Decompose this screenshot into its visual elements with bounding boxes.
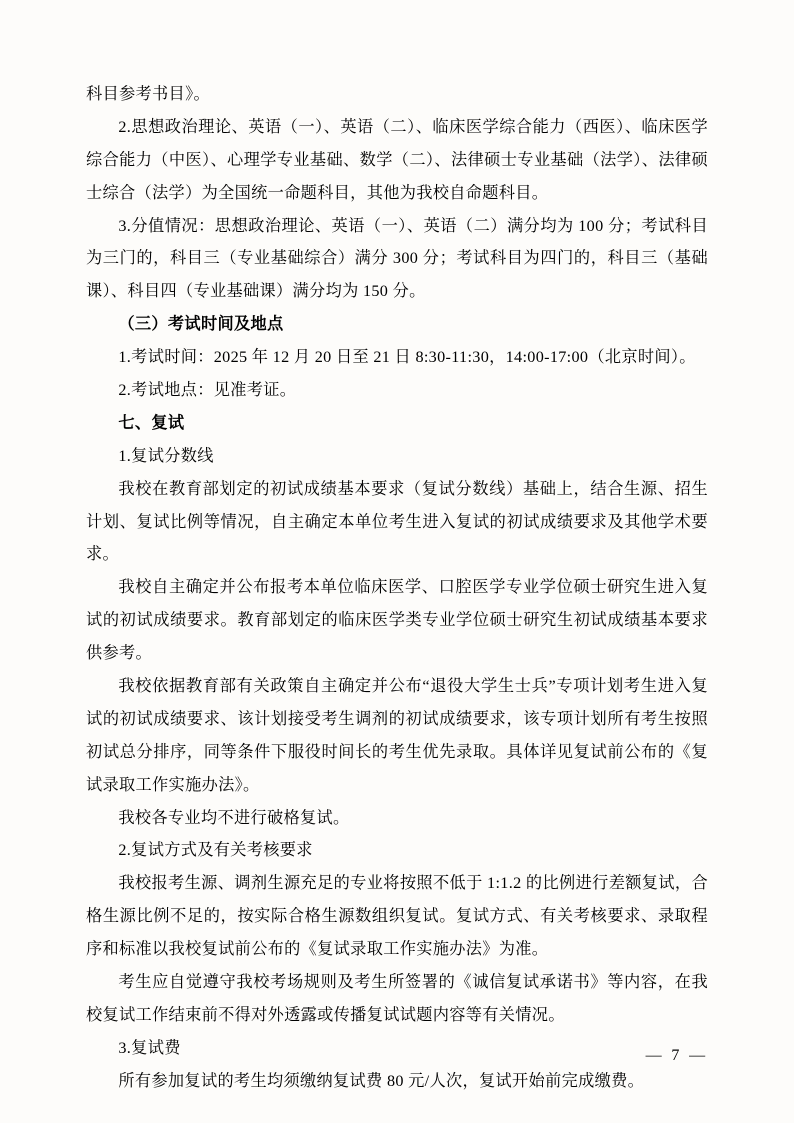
paragraph: 2.思想政治理论、英语（一）、英语（二）、临床医学综合能力（西医）、临床医学综合能力（中医）、心理学专业基础、数学（二）、法律硕士专业基础（法学）、法律硕士综合（法学）为全国统一命题科目，其他为我校自命题科目。: [86, 117, 708, 202]
paragraph: 我校报考生源、调剂生源充足的专业将按照不低于 1:1.2 的比例进行差额复试，合格生源比例不足的，按实际合格生源数组织复试。复试方式、有关考核要求、录取程序和标准以我校复试前公布的《复试录取工作实施办法》为准。: [86, 874, 708, 959]
paragraph: 3.分值情况：思想政治理论、英语（一）、英语（二）满分均为 100 分；考试科目为三门的，科目三（专业基础综合）满分 300 分；考试科目为四门的，科目三（基础课）、科目四（专业基础课）满分均为 150 分。: [86, 216, 708, 301]
paragraph: 科目参考书目》。: [86, 85, 210, 103]
paragraph: 2.复试方式及有关考核要求: [118, 841, 313, 860]
paragraph: 我校依据教育部有关政策自主确定并公布“退役大学生士兵”专项计划考生进入复试的初试成绩要求、该计划接受考生调剂的初试成绩要求，该专项计划所有考生按照初试总分排序，同等条件下服役时间长的考生优先录取。具体详见复试前公布的《复试录取工作实施办法》。: [86, 677, 708, 794]
paragraph: 2.考试地点：见准考证。: [118, 381, 297, 400]
document-body: [86, 78, 708, 1098]
section-heading: （三）考试时间及地点: [118, 315, 284, 334]
paragraph: 我校自主确定并公布报考本单位临床医学、口腔医学专业学位硕士研究生进入复试的初试成绩要求。教育部划定的临床医学类专业学位硕士研究生初试成绩基本要求供参考。: [86, 578, 708, 663]
paragraph: 我校在教育部划定的初试成绩基本要求（复试分数线）基础上，结合生源、招生计划、复试比例等情况，自主确定本单位考生进入复试的初试成绩要求及其他学术要求。: [86, 479, 708, 564]
paragraph: 所有参加复试的考生均须缴纳复试费 80 元/人次，复试开始前完成缴费。: [118, 1071, 645, 1090]
paragraph: 1.考试时间：2025 年 12 月 20 日至 21 日 8:30-11:30，14:00-17:00（北京时间）。: [118, 348, 696, 367]
section-heading: 七、复试: [118, 413, 185, 432]
page-number: — 7 —: [645, 1047, 708, 1064]
paragraph: 1.复试分数线: [118, 446, 214, 465]
paragraph: 考生应自觉遵守我校考场规则及考生所签署的《诚信复试承诺书》等内容，在我校复试工作结束前不得对外透露或传播复试试题内容等有关情况。: [86, 973, 708, 1024]
paragraph: 3.复试费: [118, 1038, 181, 1057]
paragraph: 我校各专业均不进行破格复试。: [118, 808, 350, 827]
